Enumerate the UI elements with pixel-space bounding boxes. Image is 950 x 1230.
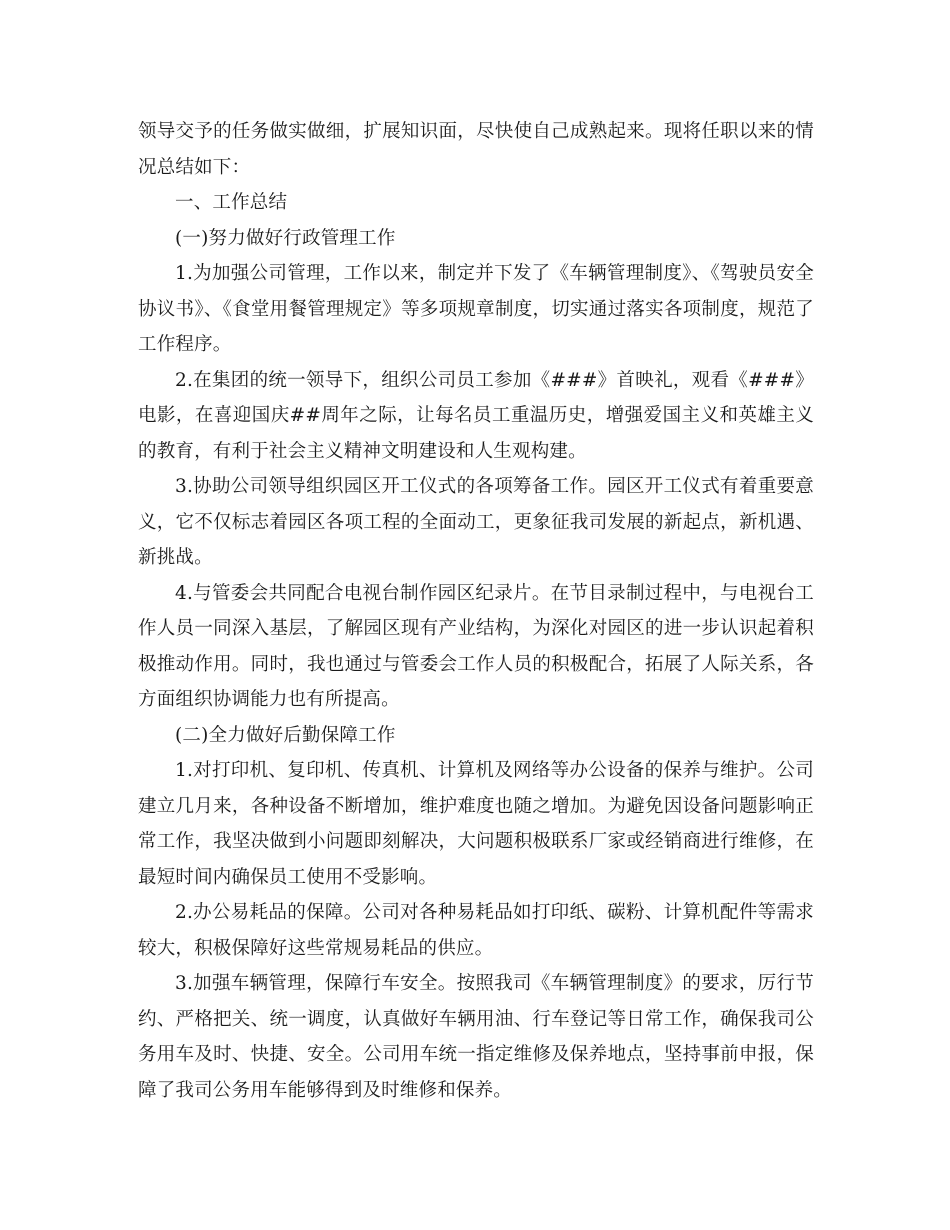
- heading-work-summary: 一、工作总结: [175, 192, 288, 213]
- document-body: [138, 114, 814, 1108]
- paragraph-logistics-item-3: 3.加强车辆管理，保障行车安全。按照我司《车辆管理制度》的要求，厉行节约、严格把关、统一调度，认真做好车辆用油、行车登记等日常工作，确保我司公务用车及时、快捷、安全。公司用车统一指定维修及保养地点，坚持事前申报，保障了我司公务用车能够得到及时维修和保养。: [138, 973, 814, 1101]
- paragraph-admin-item-1: 1.为加强公司管理，工作以来，制定并下发了《车辆管理制度》、《驾驶员安全协议书》、《食堂用餐管理规定》等多项规章制度，切实通过落实各项制度，规范了工作程序。: [138, 263, 814, 355]
- paragraph-logistics-item-1: 1.对打印机、复印机、传真机、计算机及网络等办公设备的保养与维护。公司建立几月来，各种设备不断增加，维护难度也随之增加。为避免因设备问题影响正常工作，我坚决做到小问题即刻解决，大问题积极联系厂家或经销商进行维修，在最短时间内确保员工使用不受影响。: [138, 760, 814, 888]
- paragraph-admin-item-2: 2.在集团的统一领导下，组织公司员工参加《###》首映礼，观看《###》电影，在喜迎国庆##周年之际，让每名员工重温历史，增强爱国主义和英雄主义的教育，有利于社会主义精神文明建设和人生观构建。: [138, 369, 814, 462]
- subheading-administration: (一)努力做好行政管理工作: [175, 227, 396, 249]
- paragraph-admin-item-4: 4.与管委会共同配合电视台制作园区纪录片。在节目录制过程中，与电视台工作人员一同深入基层，了解园区现有产业结构，为深化对园区的进一步认识起着积极推动作用。同时，我也通过与管委会工作人员的积极配合，拓展了人际关系，各方面组织协调能力也有所提高。: [138, 582, 814, 710]
- subheading-logistics: (二)全力做好后勤保障工作: [175, 724, 396, 746]
- paragraph-admin-item-3: 3.协助公司领导组织园区开工仪式的各项筹备工作。园区开工仪式有着重要意义，它不仅标志着园区各项工程的全面动工，更象征我司发展的新起点，新机遇、新挑战。: [138, 476, 814, 568]
- paragraph-intro-continuation: 领导交予的任务做实做细，扩展知识面，尽快使自己成熟起来。现将任职以来的情况总结如下：: [138, 121, 814, 178]
- paragraph-logistics-item-2: 2.办公易耗品的保障。公司对各种易耗品如打印纸、碳粉、计算机配件等需求较大，积极保障好这些常规易耗品的供应。: [138, 902, 814, 959]
